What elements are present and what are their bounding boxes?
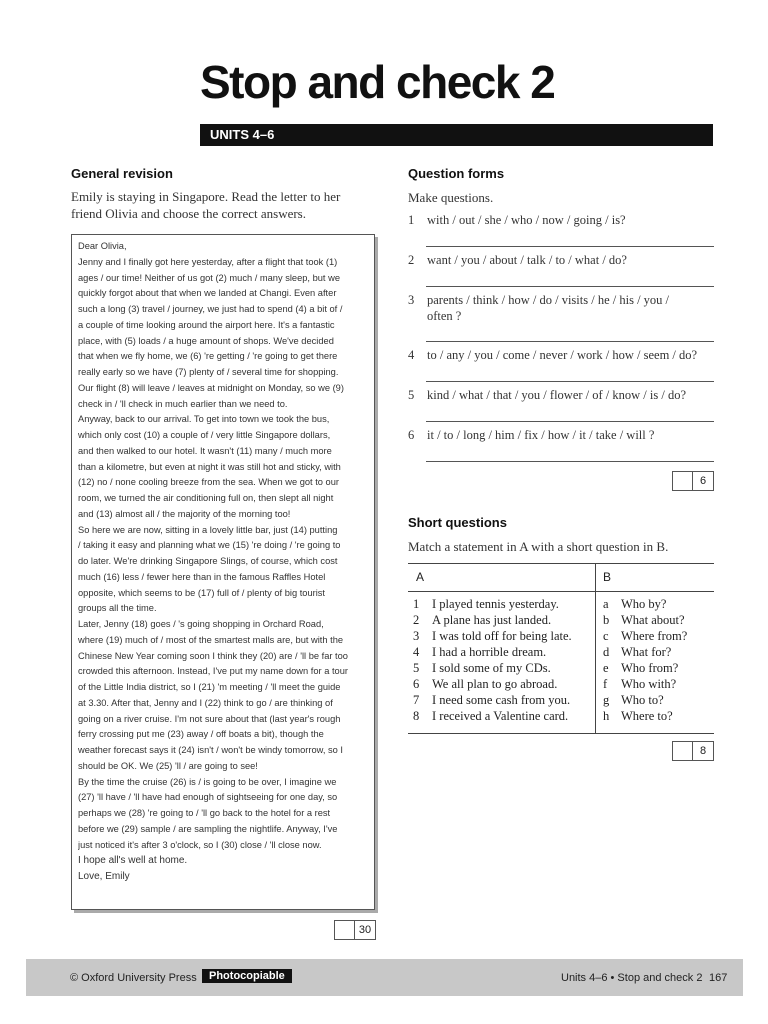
row-number: 2 bbox=[413, 613, 420, 627]
letter-line: really early so we have (7) plenty of / several time for shopping. bbox=[78, 367, 339, 377]
column-a-header: A bbox=[416, 570, 425, 584]
letter-line: (27) 'll have / 'll have had enough of sightseeing for one day, so bbox=[78, 792, 338, 803]
question-number: 6 bbox=[408, 428, 415, 442]
answer-line[interactable] bbox=[426, 286, 714, 287]
letter-line: weather forecast says it (24) isn't / won't be windy tomorrow, so I bbox=[78, 745, 344, 755]
letter-line: perhaps we (28) 're going to / 'll go back to the hotel for a rest bbox=[78, 808, 331, 818]
statement-a: I had a horrible dream. bbox=[432, 645, 547, 659]
letter-line: Later, Jenny (18) goes / 's going shopping in Orchard Road, bbox=[78, 619, 324, 629]
row-letter: h bbox=[603, 709, 610, 723]
row-letter: d bbox=[603, 645, 610, 659]
letter-line: that when we fly home, we (6) 're getting / 're going to get there bbox=[78, 351, 338, 362]
letter-line: before we (29) sample / are sampling the nightlife. Anyway, I've bbox=[78, 823, 338, 834]
letter-line: ferry crossing put me (23) away / off boats a bit), though the bbox=[78, 729, 324, 740]
letter-line: Anyway, back to our arrival. To get into town we took the bus, bbox=[78, 414, 330, 425]
letter-line: and then walked to our hotel. It wasn't (11) many / much more bbox=[78, 445, 332, 456]
letter-line: such a long (3) travel / journey, we just had to spend (4) a bit of / bbox=[78, 304, 343, 314]
question-text: it / to / long / him / fix / how / it / take / will ? bbox=[427, 428, 655, 442]
question-number: 2 bbox=[408, 253, 415, 267]
letter-line: ages / our time! Neither of us got (2) much / many sleep, but we bbox=[78, 272, 340, 283]
question-b: What about? bbox=[621, 613, 685, 627]
row-number: 7 bbox=[413, 693, 420, 707]
question-number: 5 bbox=[408, 388, 415, 402]
letter-line: room, we turned the air conditioning full on, then slept all night bbox=[78, 493, 334, 503]
letter-box bbox=[71, 234, 375, 910]
letter-line: Jenny and I finally got here yesterday, after a flight that took (1) bbox=[78, 256, 338, 267]
letter-line: where (19) much of / most of the smartest malls are, but with the bbox=[78, 634, 344, 645]
general-revision-heading: General revision bbox=[71, 166, 173, 181]
statement-a: A plane has just landed. bbox=[432, 613, 552, 627]
short-questions-instruction: Match a statement in A with a short question in B. bbox=[408, 539, 669, 554]
question-number: 1 bbox=[408, 213, 415, 227]
answer-line[interactable] bbox=[426, 341, 714, 342]
row-number: 3 bbox=[413, 629, 420, 643]
column-b-header: B bbox=[603, 570, 612, 584]
answer-line[interactable] bbox=[426, 246, 714, 247]
row-number: 8 bbox=[413, 709, 420, 723]
short-questions-heading: Short questions bbox=[408, 515, 507, 530]
score-box-general-revision bbox=[334, 920, 376, 940]
letter-line: much (16) less / fewer here than in the famous Raffles Hotel bbox=[78, 571, 326, 582]
question-text: with / out / she / who / now / going / is? bbox=[427, 213, 626, 227]
row-letter: b bbox=[603, 613, 610, 627]
question-item-4 bbox=[408, 348, 714, 366]
statement-a: I sold some of my CDs. bbox=[432, 661, 551, 675]
letter-line: quickly forgot about that when we landed at Changi. Even after bbox=[78, 288, 337, 299]
letter-line: Love, Emily bbox=[78, 871, 130, 882]
letter-line: and (13) almost all / the majority of the morning too! bbox=[78, 508, 291, 519]
letter-line: So here we are now, sitting in a lovely little bar, just (14) putting bbox=[78, 524, 338, 535]
table-rule bbox=[408, 563, 714, 564]
footer-section: Units 4–6 • Stop and check 2 bbox=[561, 972, 703, 984]
letter-line: which only cost (10) a couple of / very little Singapore dollars, bbox=[78, 430, 331, 440]
letter-line: crowded this afternoon. Instead, I've put my name down for a tour bbox=[78, 666, 348, 677]
table-rule bbox=[408, 591, 714, 592]
answer-line[interactable] bbox=[426, 381, 714, 382]
letter-line: than a kilometre, but even at night it was still hot and sticky, with bbox=[78, 461, 341, 472]
photocopiable-badge: Photocopiable bbox=[202, 969, 292, 983]
instruction-line: Emily is staying in Singapore. Read the letter to her bbox=[71, 189, 341, 204]
row-letter: g bbox=[603, 693, 610, 707]
score-value: 30 bbox=[354, 921, 375, 939]
question-item-2 bbox=[408, 253, 714, 271]
statement-a: We all plan to go abroad. bbox=[432, 677, 558, 691]
row-letter: e bbox=[603, 661, 609, 675]
question-number: 4 bbox=[408, 348, 415, 362]
letter-line: just noticed it's after 3 o'clock, so I (30) close / 'll close now. bbox=[78, 839, 322, 850]
row-letter: f bbox=[603, 677, 608, 691]
row-number: 5 bbox=[413, 661, 420, 675]
question-text-continued: often ? bbox=[427, 309, 462, 323]
statement-a: I received a Valentine card. bbox=[432, 709, 569, 723]
row-letter: a bbox=[603, 597, 609, 611]
answer-line[interactable] bbox=[426, 461, 714, 462]
letter-line: By the time the cruise (26) is / is going to be over, I imagine we bbox=[78, 776, 337, 787]
letter-line: Dear Olivia, bbox=[78, 241, 127, 251]
page-footer bbox=[26, 959, 743, 996]
letter-line: / taking it easy and planning what we (15) 're doing / 're going to bbox=[78, 540, 341, 551]
question-b: What for? bbox=[621, 645, 672, 659]
row-number: 1 bbox=[413, 597, 420, 611]
question-item-5 bbox=[408, 388, 714, 406]
letter-line: Our flight (8) will leave / leaves at midnight on Monday, so we (9) bbox=[78, 382, 344, 393]
letter-line: place, with (5) loads / a huge amount of shops. We've decided bbox=[78, 335, 334, 346]
letter-line: do later. We're drinking Singapore Slings, of course, which cost bbox=[78, 556, 338, 566]
question-text: parents / think / how / do / visits / he / his / you / bbox=[427, 293, 670, 307]
publisher-credit: © Oxford University Press bbox=[70, 972, 197, 984]
row-number: 4 bbox=[413, 645, 420, 659]
letter-line: of the Little India district, so I (21) 'm meeting / 'll meet the guide bbox=[78, 682, 341, 692]
page-number: 167 bbox=[709, 972, 728, 984]
question-item-3 bbox=[408, 293, 714, 329]
matching-table bbox=[408, 563, 714, 734]
letter-line: (12) no / none cooling breeze from the sea. When we got to our bbox=[78, 477, 339, 488]
question-b: Where to? bbox=[621, 709, 673, 723]
question-text: to / any / you / come / never / work / how / seem / do? bbox=[427, 348, 698, 362]
letter-line: I hope all's well at home. bbox=[78, 855, 188, 867]
question-text: kind / what / that / you / flower / of / know / is / do? bbox=[427, 388, 686, 402]
instruction-line: friend Olivia and choose the correct answers. bbox=[71, 206, 306, 221]
page-title: Stop and check 2 bbox=[200, 56, 555, 108]
letter-line: at 3.30. After that, Jenny and I (22) think to go / are thinking of bbox=[78, 697, 333, 708]
units-label: UNITS 4–6 bbox=[210, 127, 275, 142]
letter-line: should be OK. We (25) 'll / are going to see! bbox=[78, 760, 258, 771]
question-b: Who by? bbox=[621, 597, 667, 611]
question-b: Who from? bbox=[621, 661, 679, 675]
letter-line: Chinese New Year coming soon I think they (20) are / 'll be far too bbox=[78, 650, 348, 661]
row-number: 6 bbox=[413, 677, 420, 691]
letter-line: going on a river cruise. I'm not sure about that (last year's rough bbox=[78, 713, 341, 724]
general-revision-instruction bbox=[71, 188, 381, 222]
question-text: want / you / about / talk / to / what / do? bbox=[427, 253, 627, 267]
units-banner bbox=[200, 124, 713, 146]
score-box-short-questions bbox=[672, 741, 714, 761]
score-value: 6 bbox=[692, 472, 713, 490]
statement-a: I was told off for being late. bbox=[432, 629, 572, 643]
question-number: 3 bbox=[408, 293, 415, 307]
table-rule bbox=[408, 733, 714, 734]
question-b: Where from? bbox=[621, 629, 688, 643]
statement-a: I played tennis yesterday. bbox=[432, 597, 559, 611]
statement-a: I need some cash from you. bbox=[432, 693, 571, 707]
letter-line: opposite, which seems to be (17) full of / plenty of big tourist bbox=[78, 587, 326, 598]
question-item-6 bbox=[408, 428, 714, 446]
score-box-question-forms bbox=[672, 471, 714, 491]
letter-line: a couple of time looking around the airport here. It's a fantastic bbox=[78, 319, 335, 330]
question-item-1 bbox=[408, 213, 714, 231]
question-b: Who to? bbox=[621, 693, 664, 707]
row-letter: c bbox=[603, 629, 609, 643]
question-forms-instruction: Make questions. bbox=[408, 190, 494, 205]
score-value: 8 bbox=[692, 742, 713, 760]
answer-line[interactable] bbox=[426, 421, 714, 422]
question-forms-heading: Question forms bbox=[408, 166, 505, 181]
letter-line: groups all the time. bbox=[78, 603, 157, 614]
question-b: Who with? bbox=[621, 677, 677, 691]
letter-line: check in / 'll check in much earlier than we need to. bbox=[78, 398, 288, 409]
table-divider bbox=[595, 563, 596, 733]
